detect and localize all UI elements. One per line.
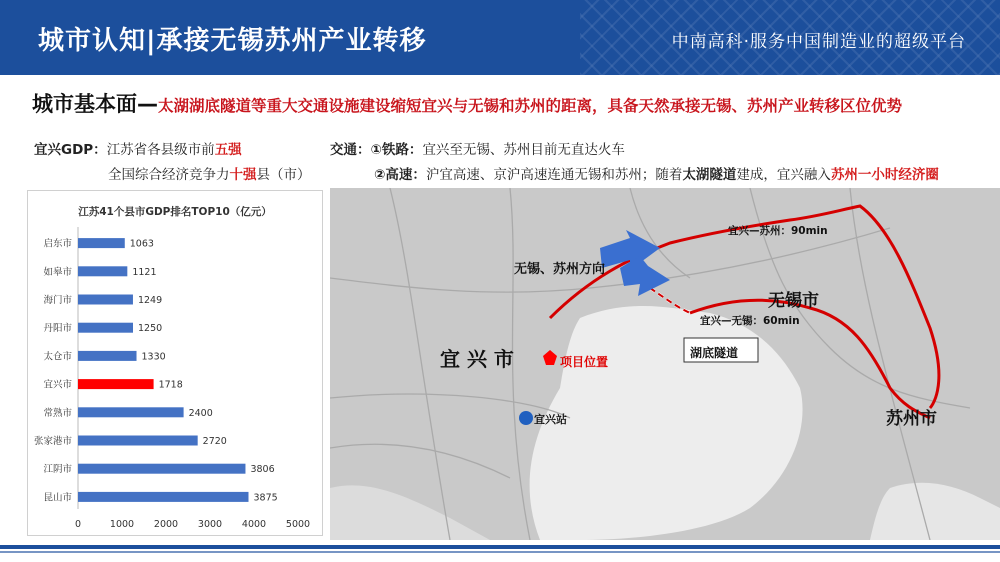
chart-data-label: 1121 <box>132 266 157 278</box>
project-label: 项目位置 <box>560 355 609 369</box>
chart-bar <box>78 323 133 333</box>
chart-data-label: 1250 <box>138 323 163 335</box>
gdp-label: 宜兴GDP： <box>34 142 107 158</box>
chart-bar <box>78 407 184 417</box>
road-label: ②高速： <box>374 167 426 183</box>
page-title: 城市认知|承接无锡苏州产业转移 <box>38 26 427 56</box>
chart-category-label: 宜兴市 <box>43 379 72 391</box>
chart-category-label: 丹阳市 <box>43 323 72 335</box>
yixing-station-marker <box>519 411 533 425</box>
chart-category-label: 海门市 <box>43 295 72 306</box>
road-highlight-circle: 苏州一小时经济圈 <box>830 167 939 183</box>
subtitle-rest: 太湖湖底隧道等重大交通设施建设缩短宜兴与无锡和苏州的距离，具备天然承接无锡、苏州产业转移区位优势 <box>158 97 903 115</box>
chart-category-label: 张家港市 <box>33 436 72 447</box>
chart-category-label: 江阴市 <box>43 464 72 476</box>
gdp-line2-post: 县（市） <box>256 167 311 183</box>
gdp-line2-highlight: 十强 <box>229 167 257 183</box>
road-text-1: 沪宜高速、京沪高速连通无锡和苏州；随着 <box>425 167 683 183</box>
gdp-line-2 <box>108 163 311 183</box>
gdp-line1-text: 江苏省各县级市前 <box>106 142 215 158</box>
suzhou-label: 苏州市 <box>886 409 937 429</box>
chart-data-label: 1330 <box>141 351 166 363</box>
yixing-label: 宜 兴 市 <box>440 347 514 371</box>
gdp-chart <box>27 190 323 536</box>
chart-x-tick: 3000 <box>197 519 223 530</box>
direction-label: 无锡、苏州方向 <box>514 262 606 277</box>
chart-category-label: 常熟市 <box>43 407 72 419</box>
gdp-chart-svg <box>28 191 322 535</box>
rail-text: 宜兴至无锡、苏州目前无直达火车 <box>422 142 625 158</box>
road-text-2: 建成，宜兴融入 <box>736 167 831 183</box>
chart-data-label: 3875 <box>253 492 278 504</box>
chart-bar <box>78 492 249 502</box>
chart-x-tick: 1000 <box>109 519 135 530</box>
gdp-line-1 <box>34 138 242 158</box>
chart-x-tick: 4000 <box>241 519 267 530</box>
chart-x-tick: 2000 <box>153 519 179 530</box>
chart-bar <box>78 379 154 389</box>
header-bar <box>0 0 1000 75</box>
chart-data-label: 2400 <box>188 407 213 419</box>
chart-bar <box>78 238 125 248</box>
map-svg <box>330 188 1000 540</box>
tunnel-label: 湖底隧道 <box>690 346 739 360</box>
chart-bar <box>78 464 245 474</box>
chart-bar <box>78 351 137 361</box>
chart-data-label: 1718 <box>158 379 183 391</box>
gdp-line1-highlight: 五强 <box>214 142 242 158</box>
footer-line <box>0 545 1000 549</box>
traffic-label: 交通： <box>330 142 371 158</box>
chart-title: 江苏41个县市GDP排名TOP10（亿元） <box>78 206 272 218</box>
subtitle-main: 城市基本面— <box>32 92 158 116</box>
road-highlight-tunnel: 太湖隧道 <box>682 167 737 183</box>
time-wuxi-label: 宜兴—无锡：60min <box>700 315 800 327</box>
location-map <box>330 188 1000 540</box>
footer-line-thin <box>0 551 1000 553</box>
chart-category-label: 如皋市 <box>43 266 72 278</box>
wuxi-label: 无锡市 <box>768 291 819 311</box>
traffic-line-1 <box>330 138 625 158</box>
chart-bar <box>78 295 133 305</box>
chart-bar <box>78 266 127 276</box>
chart-data-label: 3806 <box>250 464 275 476</box>
chart-data-label: 1249 <box>137 295 163 306</box>
chart-data-label: 2720 <box>202 436 227 447</box>
chart-category-label: 启东市 <box>43 238 72 250</box>
chart-category-label: 昆山市 <box>43 492 72 504</box>
traffic-line-2 <box>374 163 939 183</box>
chart-category-label: 太仓市 <box>43 351 72 363</box>
header-slogan: 中南高科·服务中国制造业的超级平台 <box>671 32 966 52</box>
station-label: 宜兴站 <box>534 413 567 426</box>
gdp-line2-text: 全国综合经济竞争力 <box>108 167 230 183</box>
chart-bar <box>78 436 198 446</box>
rail-label: ①铁路： <box>370 142 423 158</box>
chart-data-label: 1063 <box>129 238 154 250</box>
chart-x-tick: 0 <box>74 519 82 530</box>
section-subtitle <box>32 88 902 118</box>
time-suzhou-label: 宜兴—苏州：90min <box>728 225 828 237</box>
chart-x-tick: 5000 <box>285 519 311 530</box>
